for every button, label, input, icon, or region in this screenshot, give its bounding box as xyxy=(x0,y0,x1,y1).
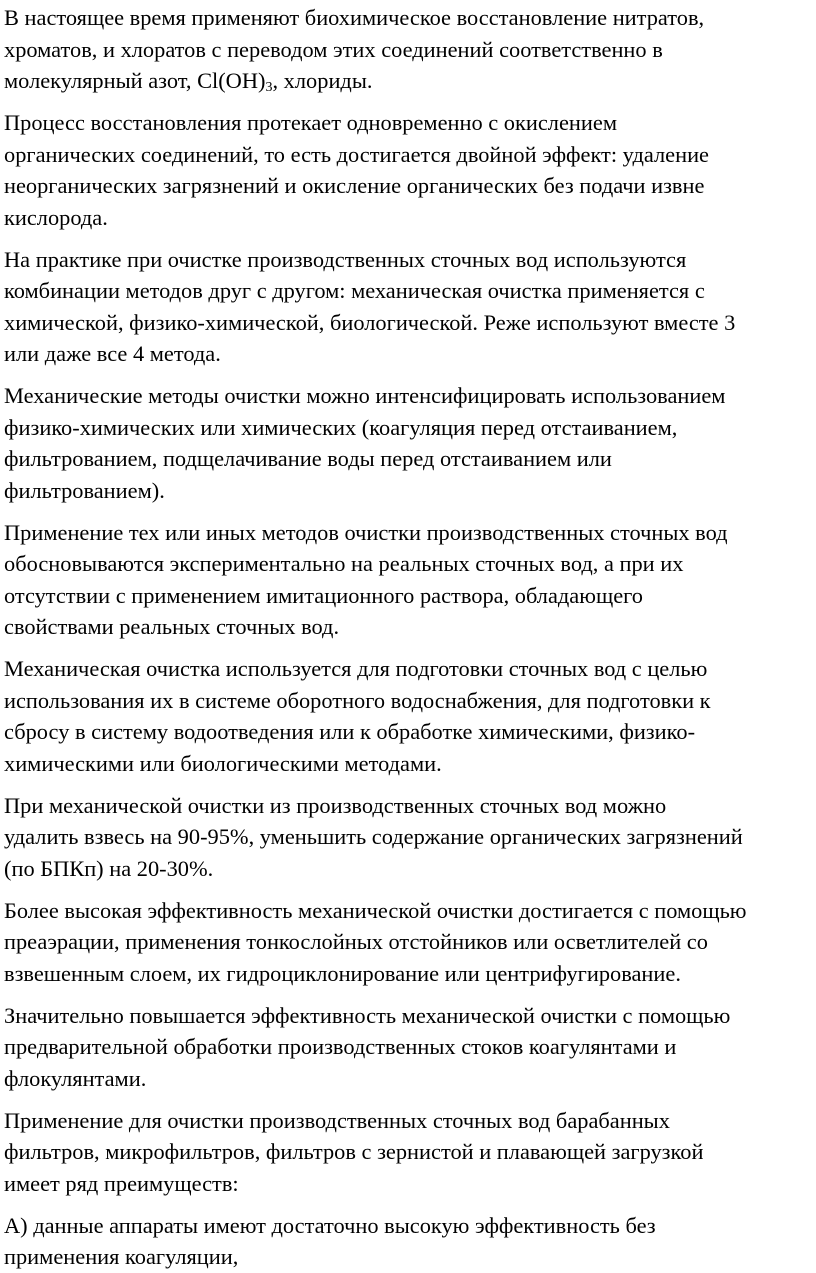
text-line: Механическая очистка используется для подготовки сточных вод с целью xyxy=(4,656,708,682)
paragraph xyxy=(4,380,816,506)
paragraph xyxy=(4,517,816,643)
text-fragment: молекулярный азот, Cl(OH) xyxy=(4,68,266,94)
text-line: химической, физико-химической, биологической. Реже используют вместе 3 xyxy=(4,309,736,335)
text-line: предварительной обработки производственных стоков коагулянтами и xyxy=(4,1034,677,1060)
text-line: фильтрованием, подщелачивание воды перед отстаиванием или xyxy=(4,446,612,472)
text-line: сбросу в систему водоотведения или к обработке химическими, физико- xyxy=(4,719,696,745)
text-line: отсутствии с применением имитационного раствора, обладающего xyxy=(4,582,643,608)
paragraph xyxy=(4,244,816,370)
paragraph xyxy=(4,1000,816,1095)
text-line: использования их в системе оборотного водоснабжения, для подготовки к xyxy=(4,687,711,713)
text-line: Механические методы очистки можно интенсифицировать использованием xyxy=(4,383,726,409)
text-line: применения коагуляции, xyxy=(4,1244,239,1270)
text-line: флокулянтами. xyxy=(4,1065,147,1091)
text-fragment: , хлориды. xyxy=(272,68,373,94)
text-line: кислорода. xyxy=(4,204,108,230)
subscript: 3 xyxy=(265,80,273,96)
text-line: химическими или биологическими методами. xyxy=(4,751,442,776)
paragraph xyxy=(4,653,816,779)
paragraph xyxy=(4,895,816,990)
text-line: Применение тех или иных методов очистки производственных сточных вод xyxy=(4,519,728,545)
text-line: комбинации методов друг с другом: механическая очистка применяется с xyxy=(4,278,705,304)
text-line: физико-химических или химических (коагуляция перед отстаиванием, xyxy=(4,414,678,440)
text-line: хроматов, и хлоратов с переводом этих соединений соответственно в xyxy=(4,36,663,62)
paragraph xyxy=(4,790,816,885)
text-line: имеет ряд преимуществ: xyxy=(4,1170,239,1196)
text-line: При механической очистки из производственных сточных вод можно xyxy=(4,792,667,818)
text-line: Значительно повышается эффективность механической очистки с помощью xyxy=(4,1002,731,1028)
text-line: взвешенным слоем, их гидроциклонирование или центрифугирование. xyxy=(4,960,681,986)
text-line: органических соединений, то есть достигается двойной эффект: удаление xyxy=(4,141,709,167)
text-line: обосновываются экспериментально на реальных сточных вод, а при их xyxy=(4,551,684,577)
text-line: Процесс восстановления протекает одновременно с окислением xyxy=(4,109,617,135)
text-line: фильтрованием). xyxy=(4,477,165,503)
text-line-with-formula xyxy=(4,65,816,97)
text-line: (по БПКп) на 20-30%. xyxy=(4,855,214,881)
paragraph xyxy=(4,1105,816,1200)
text-line: неорганических загрязнений и окисление органических без подачи извне xyxy=(4,173,705,199)
text-line: преаэрации, применения тонкослойных отстойников или осветлителей со xyxy=(4,929,708,955)
text-line: удалить взвесь на 90-95%, уменьшить содержание органических загрязнений xyxy=(4,824,743,850)
text-line: На практике при очистке производственных сточных вод используются xyxy=(4,246,687,272)
text-line: фильтров, микрофильтров, фильтров с зернистой и плавающей загрузкой xyxy=(4,1139,704,1165)
text-line: Более высокая эффективность механической очистки достигается с помощью xyxy=(4,897,747,923)
text-line: А) данные аппараты имеют достаточно высокую эффективность без xyxy=(4,1212,656,1238)
text-line: свойствами реальных сточных вод. xyxy=(4,614,340,640)
paragraph xyxy=(4,2,816,97)
paragraph xyxy=(4,107,816,233)
paragraph xyxy=(4,1210,816,1273)
text-line: Применение для очистки производственных сточных вод барабанных xyxy=(4,1107,670,1133)
text-line: В настоящее время применяют биохимическое восстановление нитратов, xyxy=(4,5,705,30)
text-line: или даже все 4 метода. xyxy=(4,341,221,367)
